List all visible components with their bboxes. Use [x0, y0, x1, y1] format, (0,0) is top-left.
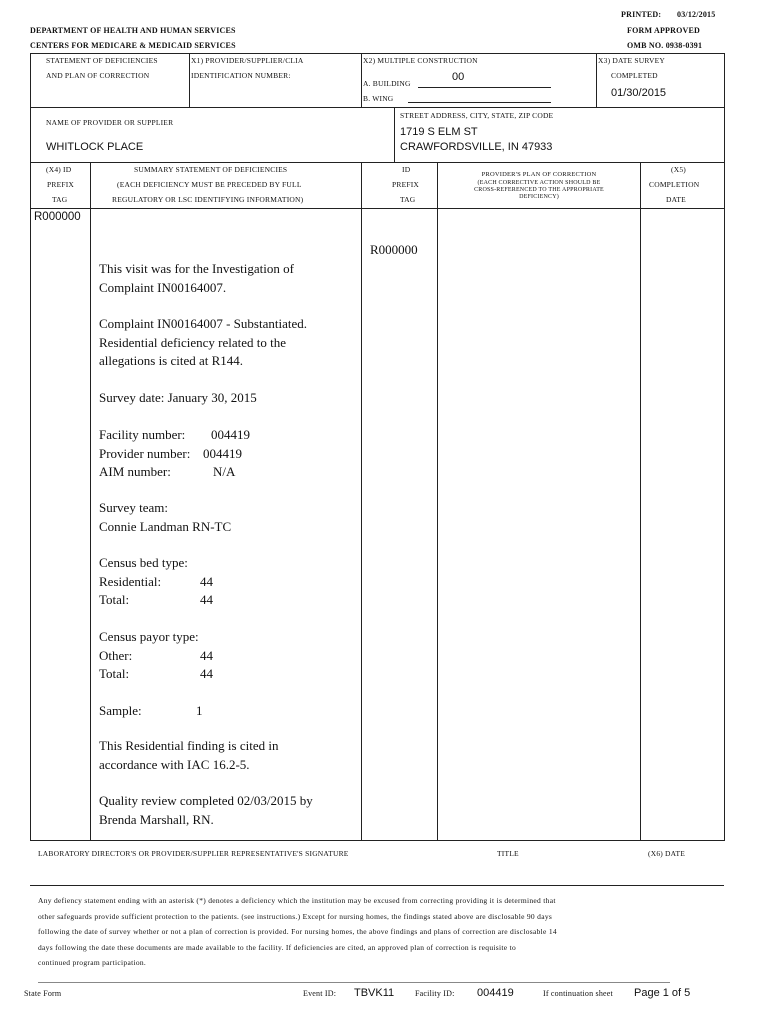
text-line: This Residential finding is cited in — [99, 738, 279, 753]
x4-header-2: PREFIX — [47, 180, 75, 189]
wing-underline — [408, 102, 551, 103]
paragraph-team — [99, 499, 231, 536]
disclaimer-line: following the date of survey whether or not a plan of correction is provided. For nursing homes, the above findings and plans of correction are disclosable 14 — [38, 927, 557, 936]
text-line: Survey team: — [99, 500, 168, 515]
event-id-label: Event ID: — [303, 989, 337, 998]
field-label: Residential: — [99, 573, 162, 589]
field-label: Facility number: — [99, 427, 186, 442]
text-line: Census payor type: — [99, 629, 199, 644]
field-value: 44 — [200, 592, 213, 607]
disclaimer-line: Any defiency statement ending with an asterisk (*) denotes a deficiency which the institution may be excused from correcting providing it is determined that — [38, 896, 556, 905]
x5-header-2: COMPLETION — [649, 180, 700, 189]
field-value: N/A — [213, 464, 236, 479]
plan-header-4: DEFICIENCY) — [519, 194, 559, 201]
plan-header-3: CROSS-REFERENCED TO THE APPROPRIATE — [474, 187, 604, 194]
field-label: Other: — [99, 647, 133, 663]
plan-header-2: (EACH CORRECTIVE ACTION SHOULD BE — [477, 180, 601, 187]
field-value: 004419 — [203, 445, 242, 461]
plan-header — [445, 170, 633, 201]
omb-number: OMB NO. 0938-0391 — [627, 41, 703, 50]
plan-header-1: PROVIDER'S PLAN OF CORRECTION — [481, 171, 597, 178]
x3-label-2: COMPLETED — [611, 71, 658, 80]
field-label: AIM number: — [99, 464, 171, 479]
id-header-2: PREFIX — [392, 180, 420, 189]
disclaimer-line: days following the date these documents are made available to the facility. If deficiencies are cited, an approved plan of correction is requisite to — [38, 942, 516, 952]
printed-date: 03/12/2015 — [677, 10, 716, 19]
residential-row — [99, 573, 213, 592]
provider-name-label: NAME OF PROVIDER OR SUPPLIER — [46, 118, 174, 127]
text-line: accordance with IAC 16.2-5. — [99, 756, 250, 772]
total-row — [99, 665, 213, 684]
disclaimer-line: continued program participation. — [38, 958, 147, 967]
field-value: 44 — [200, 666, 213, 681]
paragraph-quality-review — [99, 792, 313, 829]
x1-label-1: X1) PROVIDER/SUPPLIER/CLIA — [191, 56, 304, 65]
facility-id-label: Facility ID: — [415, 989, 455, 998]
field-value: 44 — [200, 573, 213, 589]
text-line: Complaint IN00164007. — [99, 279, 227, 295]
address-label: STREET ADDRESS, CITY, STATE, ZIP CODE — [400, 111, 554, 120]
state-form-label: State Form — [24, 989, 62, 998]
text-line: Connie Landman RN-TC — [99, 518, 232, 534]
field-label: Total: — [99, 666, 130, 681]
form-approved: FORM APPROVED — [627, 26, 701, 35]
facility-number-row — [99, 426, 250, 445]
field-label: Total: — [99, 592, 130, 607]
statement-label-2: AND PLAN OF CORRECTION — [46, 71, 150, 80]
field-label: Sample: — [99, 703, 142, 718]
provider-number-row — [99, 445, 250, 464]
wing-label: B. WING — [363, 94, 394, 103]
deficiency-tag-left: R000000 — [34, 211, 81, 223]
text-line: Complaint IN00164007 - Substantiated. — [99, 316, 307, 331]
building-label: A. BUILDING — [363, 79, 411, 88]
paragraph-census-payor — [99, 628, 213, 684]
department-title: DEPARTMENT OF HEALTH AND HUMAN SERVICES — [30, 26, 236, 35]
summary-header-3: REGULATORY OR LSC IDENTIFYING INFORMATION) — [112, 195, 304, 204]
paragraph-complaint — [99, 315, 307, 371]
x4-header-1: (X4) ID — [46, 165, 72, 174]
provider-name: WHITLOCK PLACE — [46, 141, 144, 153]
x5-header-1: (X5) — [671, 165, 686, 174]
text-line: Quality review completed 02/03/2015 by — [99, 793, 313, 808]
text-line: allegations is cited at R144. — [99, 353, 244, 368]
title-label: TITLE — [497, 849, 519, 858]
facility-id-value: 004419 — [477, 987, 514, 999]
text-line: Brenda Marshall, RN. — [99, 811, 214, 827]
continuation-label: If continuation sheet — [543, 989, 613, 998]
text-line: This visit was for the Investigation of — [99, 261, 294, 276]
paragraph-sample — [99, 702, 203, 721]
signature-divider — [30, 885, 724, 886]
text-line: Census bed type: — [99, 555, 188, 570]
text-line: Residential deficiency related to the — [99, 334, 286, 350]
id-header-1: ID — [402, 165, 411, 174]
survey-completed-date: 01/30/2015 — [611, 87, 667, 99]
other-row — [99, 647, 213, 666]
building-value: 00 — [452, 71, 465, 83]
page-number: Page 1 of 5 — [634, 987, 691, 999]
paragraph-census-bed — [99, 554, 213, 610]
disclaimer — [38, 893, 557, 971]
printed-label: PRINTED: — [621, 10, 662, 19]
paragraph-visit — [99, 260, 294, 297]
sample-row — [99, 702, 203, 721]
field-value: 004419 — [211, 427, 250, 442]
statement-label-1: STATEMENT OF DEFICIENCIES — [46, 56, 158, 65]
x3-label-1: X3) DATE SURVEY — [598, 56, 665, 65]
field-label: Provider number: — [99, 445, 191, 461]
centers-title: CENTERS FOR MEDICARE & MEDICAID SERVICES — [30, 41, 236, 50]
paragraph-residential-finding — [99, 737, 278, 774]
paragraph-survey-date — [99, 389, 257, 408]
event-id-value: TBVK11 — [354, 987, 395, 999]
footer-divider — [38, 982, 670, 983]
date-label: (X6) DATE — [648, 849, 686, 858]
address-street: 1719 S ELM ST — [400, 126, 478, 138]
address-city: CRAWFORDSVILLE, IN 47933 — [400, 141, 553, 153]
x5-header-3: DATE — [666, 195, 686, 204]
summary-header-1: SUMMARY STATEMENT OF DEFICIENCIES — [134, 165, 288, 174]
aim-number-row — [99, 463, 250, 482]
summary-header-2: (EACH DEFICIENCY MUST BE PRECEDED BY FULL — [117, 180, 302, 189]
disclaimer-line: other safeguards provide sufficient protection to the patients. (see instructions.) Except for nursing homes, the findings stated above are disclosable 90 days — [38, 911, 553, 921]
field-value: 1 — [196, 703, 203, 718]
text-line: Survey date: January 30, 2015 — [99, 390, 257, 405]
total-row — [99, 591, 213, 610]
signature-label: LABORATORY DIRECTOR'S OR PROVIDER/SUPPLIER REPRESENTATIVE'S SIGNATURE — [38, 849, 349, 858]
id-header-3: TAG — [400, 195, 416, 204]
x2-label: X2) MULTIPLE CONSTRUCTION — [363, 56, 478, 65]
x4-header-3: TAG — [52, 195, 68, 204]
x1-label-2: IDENTIFICATION NUMBER: — [191, 71, 291, 80]
deficiency-tag-right: R000000 — [370, 242, 418, 257]
building-underline — [418, 87, 551, 88]
field-value: 44 — [200, 647, 213, 663]
paragraph-numbers — [99, 426, 250, 482]
